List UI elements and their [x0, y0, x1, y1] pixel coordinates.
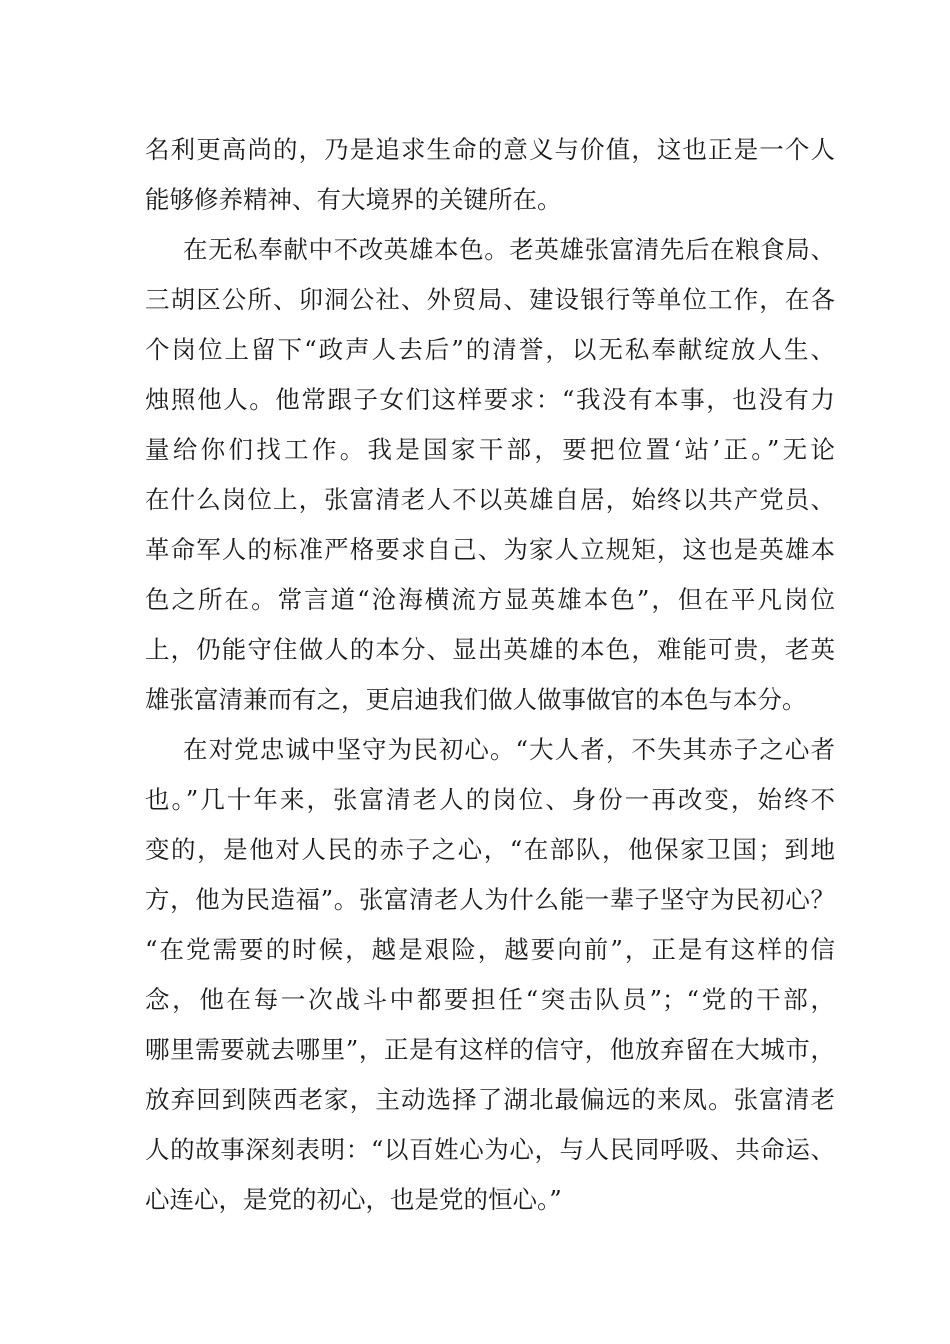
text-line: 心连心，是党的初心，也是党的恒心。”	[145, 1185, 562, 1214]
text-line: 变的，是他对人民的赤子之心，“在部队，他保家卫国；到地	[145, 835, 835, 864]
text-line: 也。”几十年来，张富清老人的岗位、身份一再改变，始终不	[145, 785, 835, 814]
paragraph-3	[145, 725, 835, 1225]
text-line: 个岗位上留下“政声人去后”的清誉，以无私奉献绽放人生、	[145, 335, 835, 364]
text-line: 量给你们找工作。我是国家干部，要把位置‘站’正。”无论	[145, 435, 835, 464]
text-line: 雄张富清兼而有之，更启迪我们做人做事做官的本色与本分。	[145, 685, 807, 714]
document-body	[145, 125, 835, 1225]
text-line: 哪里需要就去哪里”，正是有这样的信守，他放弃留在大城市，	[145, 1035, 835, 1064]
text-line: 色之所在。常言道“沧海横流方显英雄本色”，但在平凡岗位	[145, 585, 835, 614]
text-line: 在什么岗位上，张富清老人不以英雄自居，始终以共产党员、	[145, 485, 835, 514]
text-line: 名利更高尚的，乃是追求生命的意义与价值，这也正是一个人	[145, 135, 835, 164]
text-line: 烛照他人。他常跟子女们这样要求：“我没有本事，也没有力	[145, 385, 835, 414]
text-line: 革命军人的标准严格要求自己、为家人立规矩，这也是英雄本	[145, 535, 835, 564]
text-line: 人的故事深刻表明：“以百姓心为心，与人民同呼吸、共命运、	[145, 1135, 835, 1164]
text-line: 上，仍能守住做人的本分、显出英雄的本色，难能可贵，老英	[145, 635, 835, 664]
text-line: 放弃回到陕西老家，主动选择了湖北最偏远的来凤。张富清老	[145, 1085, 835, 1114]
text-line: 方，他为民造福”。张富清老人为什么能一辈子坚守为民初心？	[145, 885, 835, 914]
paragraph-1	[145, 125, 835, 225]
text-line: 三胡区公所、卯洞公社、外贸局、建设银行等单位工作，在各	[145, 285, 835, 314]
text-line: 在对党忠诚中坚守为民初心。“大人者，不失其赤子之心者	[183, 735, 835, 764]
text-line: “在党需要的时候，越是艰险，越要向前”，正是有这样的信	[145, 935, 835, 964]
text-line: 能够修养精神、有大境界的关键所在。	[145, 185, 562, 214]
text-line: 念，他在每一次战斗中都要担任“突击队员”；“党的干部，	[145, 985, 835, 1014]
text-line: 在无私奉献中不改英雄本色。老英雄张富清先后在粮食局、	[183, 235, 835, 264]
paragraph-2	[145, 225, 835, 725]
